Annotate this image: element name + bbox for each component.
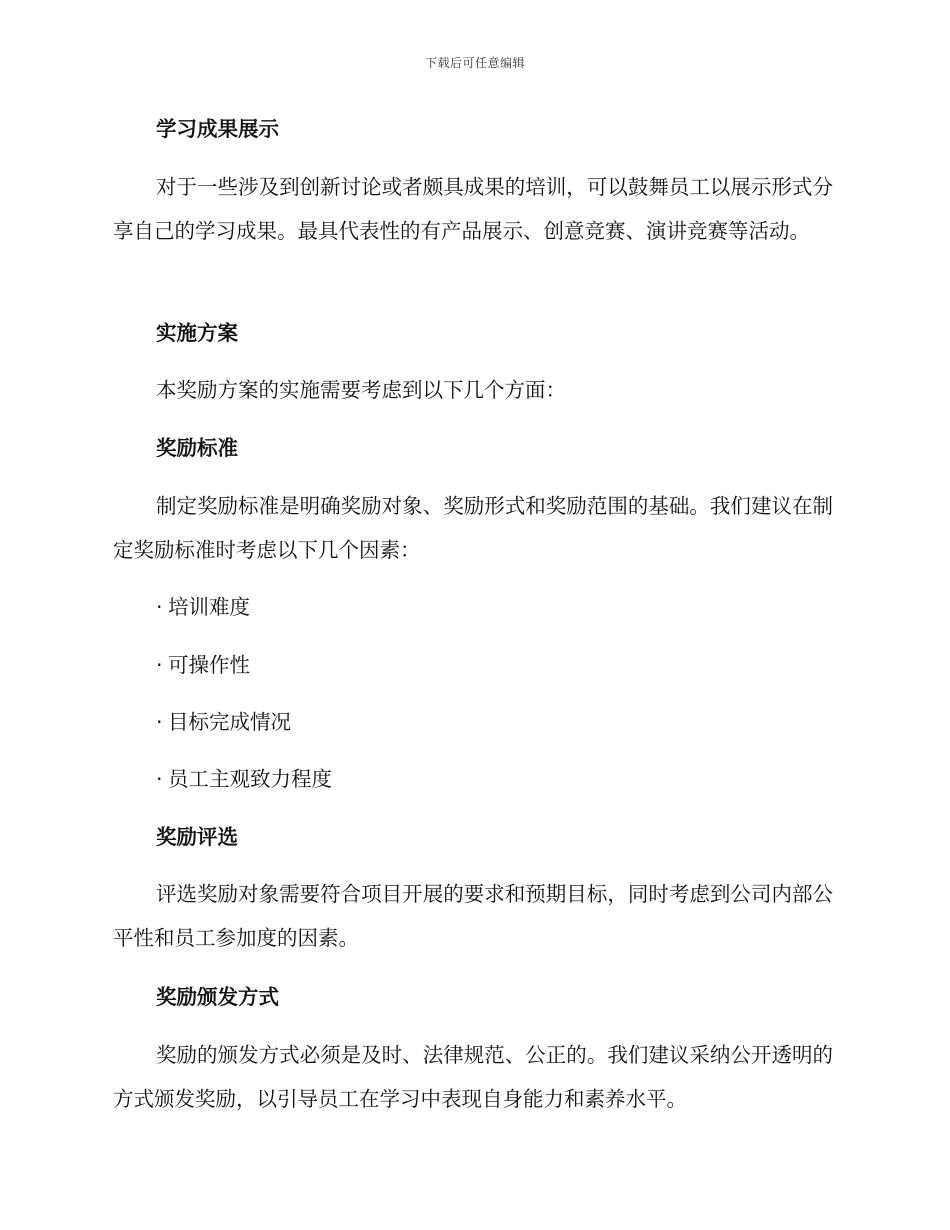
section-heading: 奖励标准: [156, 436, 238, 460]
list-item-label: 可操作性: [168, 653, 250, 677]
section-paragraph: 制定奖励标准是明确奖励对象、奖励形式和奖励范围的基础。我们建议在制定奖励标准时考虑以下几个因素：: [113, 494, 833, 562]
list-item: [113, 585, 876, 629]
section-paragraph: 对于一些涉及到创新讨论或者颇具成果的培训，可以鼓舞员工以展示形式分享自己的学习成果。最具代表性的有产品展示、创意竞赛、演讲竞赛等活动。: [113, 175, 833, 243]
list-item-label: 目标完成情况: [168, 710, 291, 734]
list-item: [113, 700, 876, 744]
section-heading: 奖励评选: [156, 825, 238, 849]
page-header: 下载后可任意编辑: [424, 56, 525, 70]
list-item: [113, 757, 876, 801]
list-item-label: 培训难度: [168, 595, 250, 619]
section-heading: 学习成果展示: [156, 117, 279, 141]
bullet-marker: ·: [156, 653, 163, 677]
bullet-marker: ·: [156, 767, 163, 791]
bullet-marker: ·: [156, 595, 163, 619]
bullet-marker: ·: [156, 710, 163, 734]
section-paragraph: 本奖励方案的实施需要考虑到以下几个方面：: [156, 378, 566, 402]
section-paragraph: 奖励的颁发方式必须是及时、法律规范、公正的。我们建议采纳公开透明的方式颁发奖励，以引导员工在学习中表现自身能力和素养水平。: [113, 1043, 833, 1111]
section-heading: 奖励颁发方式: [156, 985, 279, 1009]
section-heading: 实施方案: [156, 321, 238, 345]
list-item-label: 员工主观致力程度: [168, 767, 332, 791]
list-item: [113, 643, 876, 687]
section-paragraph: 评选奖励对象需要符合项目开展的要求和预期目标，同时考虑到公司内部公平性和员工参加度的因素。: [113, 882, 833, 950]
